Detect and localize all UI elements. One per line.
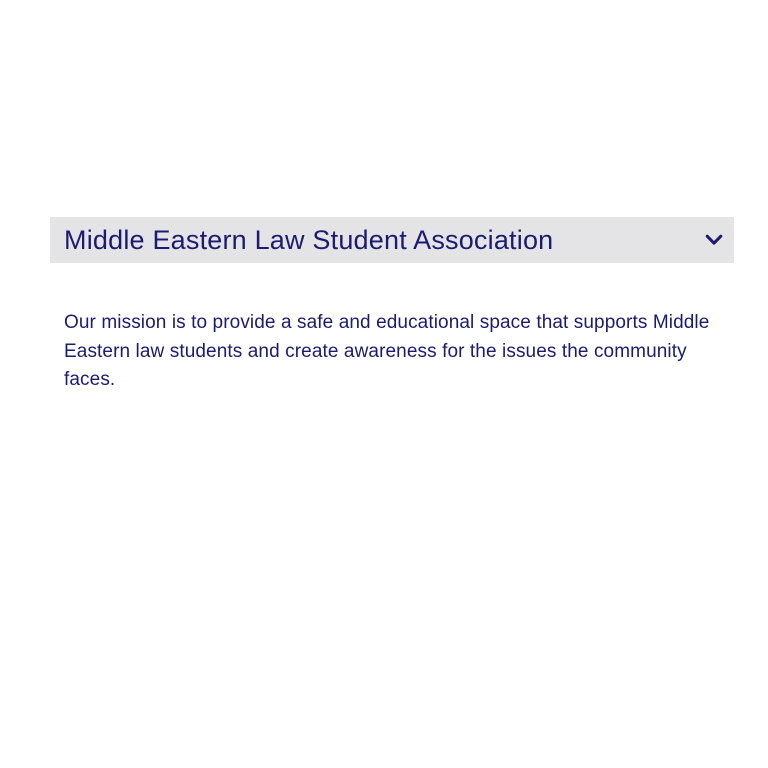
accordion-title: Middle Eastern Law Student Association	[64, 224, 554, 255]
accordion-header[interactable]	[50, 217, 734, 263]
mission-text-line: faces.	[64, 369, 116, 390]
mission-text	[64, 309, 724, 395]
mission-text-line: Our mission is to provide a safe and educational space that supports Middle	[64, 312, 710, 333]
chevron-down-icon[interactable]	[705, 234, 723, 246]
mission-text-line: Eastern law students and create awareness for the issues the community	[64, 340, 687, 362]
